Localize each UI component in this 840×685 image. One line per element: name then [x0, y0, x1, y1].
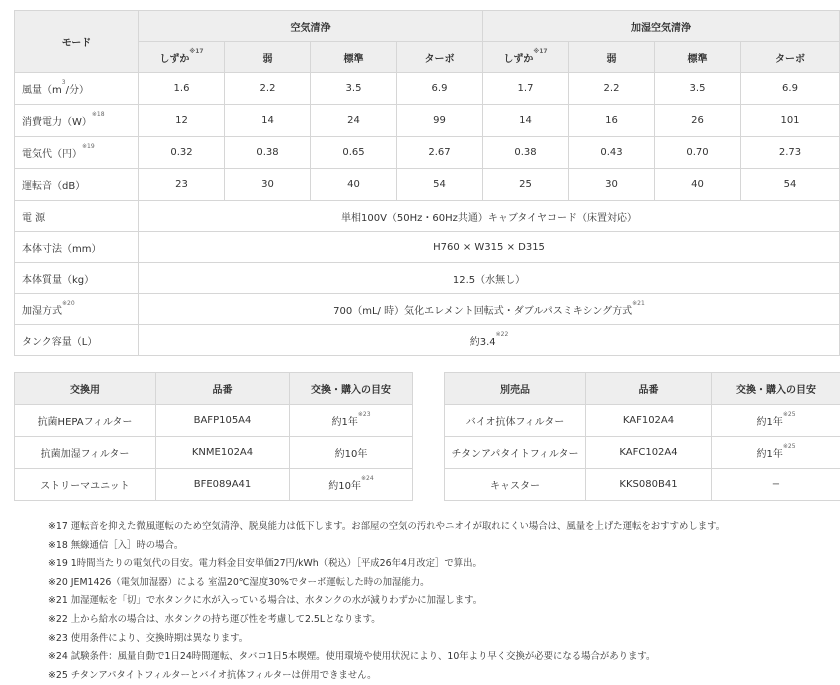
table-row: [15, 169, 840, 201]
part-code: KNME102A4: [156, 437, 290, 469]
table-row: [15, 137, 840, 169]
row-label: 本体質量（kg）: [15, 263, 139, 294]
air-clean-group-header: 空気清浄: [139, 11, 483, 42]
value-cell: 0.32: [139, 137, 225, 169]
footnote: ※21 加湿運転を「切」で水タンクに水が入っている場合は、水タンクの水が減りわずかに加湿します。: [48, 592, 838, 611]
value-cell: 26: [655, 105, 741, 137]
row-label: 電 源: [15, 201, 139, 232]
value-cell: 24: [311, 105, 397, 137]
mode-header-cell: しずか$^{※17}$: [483, 42, 569, 73]
footnote: ※18 無線通信［入］時の場合。: [48, 537, 838, 556]
value-cell: 40: [311, 169, 397, 201]
part-period: 約1年$^{※23}$: [290, 405, 413, 437]
footnote: ※23 使用条件により、交換時期は異なります。: [48, 630, 838, 649]
table-row: [445, 469, 840, 501]
replacement-parts-table: [14, 372, 413, 501]
value-cell: 99: [397, 105, 483, 137]
value-cell: 30: [569, 169, 655, 201]
footnotes: [48, 518, 838, 685]
value-cell: 0.65: [311, 137, 397, 169]
part-code: BAFP105A4: [156, 405, 290, 437]
value-cell: 14: [483, 105, 569, 137]
part-period: 約1年$^{※25}$: [712, 437, 840, 469]
row-label: 加湿方式$^{※20}$: [15, 294, 139, 325]
table-row: [15, 325, 840, 356]
value-cell: 16: [569, 105, 655, 137]
row-label: タンク容量（L）: [15, 325, 139, 356]
part-period: 約10年$^{※24}$: [290, 469, 413, 501]
column-header: 交換・購入の目安: [290, 373, 413, 405]
value-cell: 14: [225, 105, 311, 137]
table-row: [445, 437, 840, 469]
footnote: ※20 JEM1426（電気加湿器）による 室温20℃湿度30%でターボ運転した時の加湿能力。: [48, 574, 838, 593]
value-cell: 2.67: [397, 137, 483, 169]
value-cell: 700（mL/ 時）気化エレメント回転式・ダブルパスミキシング方式$^{※21}$: [139, 294, 840, 325]
part-code: KAF102A4: [586, 405, 712, 437]
part-name: チタンアパタイトフィルター: [445, 437, 586, 469]
value-cell: 25: [483, 169, 569, 201]
column-header: 品番: [586, 373, 712, 405]
part-period: −: [712, 469, 840, 501]
table-row: [15, 73, 840, 105]
value-cell: 1.7: [483, 73, 569, 105]
table-row: [445, 405, 840, 437]
value-cell: 101: [741, 105, 840, 137]
optional-parts-table: [444, 372, 840, 501]
value-cell: 12: [139, 105, 225, 137]
value-cell: 6.9: [397, 73, 483, 105]
value-cell: 0.38: [225, 137, 311, 169]
row-label: 消費電力$(W)^{※18}$: [15, 105, 139, 137]
row-label: 電気代（円）$^{※19}$: [15, 137, 139, 169]
value-cell: 2.2: [569, 73, 655, 105]
part-name: ストリーマユニット: [15, 469, 156, 501]
value-cell: 0.70: [655, 137, 741, 169]
value-cell: 2.73: [741, 137, 840, 169]
value-cell: 12.5（水無し）: [139, 263, 840, 294]
column-header: 交換・購入の目安: [712, 373, 840, 405]
column-header: 交換用: [15, 373, 156, 405]
part-period: 約10年: [290, 437, 413, 469]
value-cell: 40: [655, 169, 741, 201]
row-label: 風量（$m^3/$分）: [15, 73, 139, 105]
value-cell: 0.43: [569, 137, 655, 169]
part-name: 抗菌加湿フィルター: [15, 437, 156, 469]
value-cell: 54: [397, 169, 483, 201]
mode-header: モード: [15, 11, 139, 73]
value-cell: 0.38: [483, 137, 569, 169]
footnote: ※24 試験条件：風量自動で1日24時間運転、タバコ1日5本喫煙。使用環境や使用状況により、10年より早く交換が必要になる場合があります。: [48, 648, 838, 667]
value-cell: H760 × W315 × D315: [139, 232, 840, 263]
value-cell: 2.2: [225, 73, 311, 105]
value-cell: 3.5: [311, 73, 397, 105]
humid-clean-group-header: 加湿空気清浄: [483, 11, 840, 42]
value-cell: 54: [741, 169, 840, 201]
mode-header-cell: 標準: [311, 42, 397, 73]
table-row: [15, 105, 840, 137]
footnote: ※19 1時間当たりの電気代の目安。電力料金目安単価27円/kWh（税込）［平成26年4月改定］で算出。: [48, 555, 838, 574]
value-cell: 3.5: [655, 73, 741, 105]
table-row: [15, 263, 840, 294]
table-row: [15, 232, 840, 263]
part-code: BFE089A41: [156, 469, 290, 501]
part-code: KAFC102A4: [586, 437, 712, 469]
part-code: KKS080B41: [586, 469, 712, 501]
part-name: バイオ抗体フィルター: [445, 405, 586, 437]
mode-header-cell: 弱: [569, 42, 655, 73]
value-cell: 約3.4$^{※22}$: [139, 325, 840, 356]
footnote: ※25 チタンアパタイトフィルターとバイオ抗体フィルターは併用できません。: [48, 667, 838, 685]
value-cell: 単相100V（50Hz・60Hz共通）キャブタイヤコード（床置対応）: [139, 201, 840, 232]
part-period: 約1年$^{※25}$: [712, 405, 840, 437]
row-label: 運転音（dB）: [15, 169, 139, 201]
table-row: [15, 469, 413, 501]
part-name: キャスター: [445, 469, 586, 501]
mode-header-cell: ターボ: [397, 42, 483, 73]
value-cell: 23: [139, 169, 225, 201]
mode-header-cell: 標準: [655, 42, 741, 73]
value-cell: 1.6: [139, 73, 225, 105]
part-name: 抗菌HEPAフィルター: [15, 405, 156, 437]
value-cell: 30: [225, 169, 311, 201]
footnote: ※22 上から給水の場合は、水タンクの持ち運び性を考慮して2.5Lとなります。: [48, 611, 838, 630]
spec-table: [14, 10, 840, 356]
table-row: [15, 437, 413, 469]
mode-header-cell: ターボ: [741, 42, 840, 73]
mode-header-cell: 弱: [225, 42, 311, 73]
table-row: [15, 201, 840, 232]
mode-header-cell: しずか$^{※17}$: [139, 42, 225, 73]
value-cell: 6.9: [741, 73, 840, 105]
table-row: [15, 405, 413, 437]
column-header: 別売品: [445, 373, 586, 405]
column-header: 品番: [156, 373, 290, 405]
row-label: 本体寸法（mm）: [15, 232, 139, 263]
table-row: [15, 294, 840, 325]
footnote: ※17 運転音を抑えた微風運転のため空気清浄、脱臭能力は低下します。お部屋の空気の汚れやニオイが取れにくい場合は、風量を上げた運転をおすすめします。: [48, 518, 838, 537]
